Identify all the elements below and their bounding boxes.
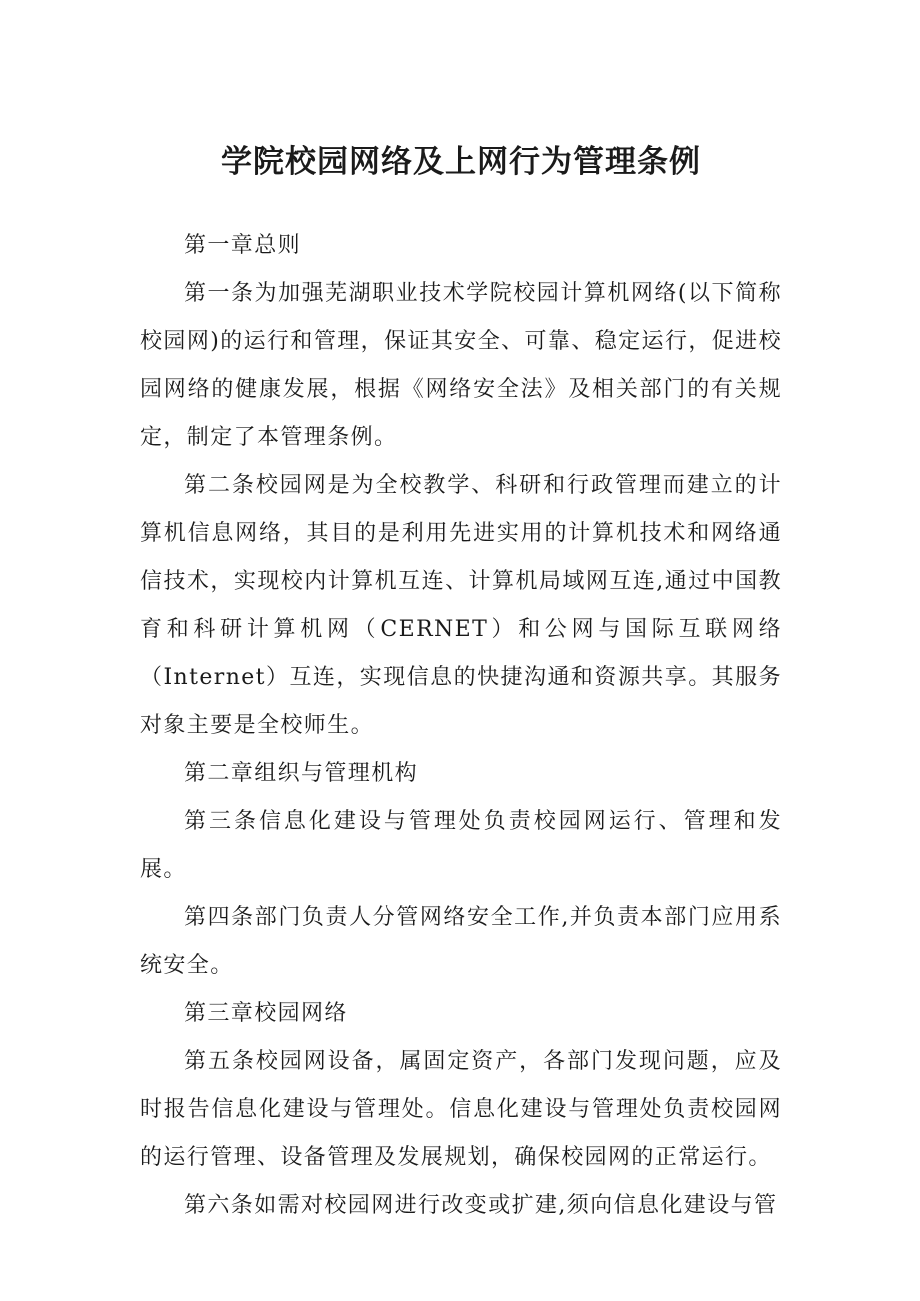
article-paragraph: 第三条信息化建设与管理处负责校园网运行、管理和发展。 <box>140 809 782 882</box>
article-paragraph: 第五条校园网设备，属固定资产，各部门发现问题，应及时报告信息化建设与管理处。信息化建设与管理处负责校园网的运行管理、设备管理及发展规划，确保校园网的正常运行。 <box>140 1049 782 1170</box>
article-paragraph: 第二条校园网是为全校教学、科研和行政管理而建立的计算机信息网络，其目的是利用先进实用的计算机技术和网络通信技术，实现校内计算机互连、计算机局域网互连,通过中国教育和科研计算机网（CERNET）和公网与国际互联网络（Internet）互连，实现信息的快捷沟通和资源共享。其服务对象主要是全校师生。 <box>140 473 782 738</box>
chapter-heading: 第三章校园网络 <box>184 1001 348 1026</box>
document-page <box>140 140 782 1230</box>
article-paragraph: 第一条为加强芜湖职业技术学院校园计算机网络(以下简称校园网)的运行和管理，保证其安全、可靠、稳定运行，促进校园网络的健康发展，根据《网络安全法》及相关部门的有关规定，制定了本管理条例。 <box>140 281 782 450</box>
document-title: 学院校园网络及上网行为管理条例 <box>221 144 701 180</box>
chapter-heading: 第一章总则 <box>184 233 302 258</box>
article-paragraph: 第六条如需对校园网进行改变或扩建,须向信息化建设与管 <box>184 1193 778 1218</box>
chapter-heading: 第二章组织与管理机构 <box>184 761 419 786</box>
article-paragraph: 第四条部门负责人分管网络安全工作,并负责本部门应用系统安全。 <box>140 905 782 978</box>
